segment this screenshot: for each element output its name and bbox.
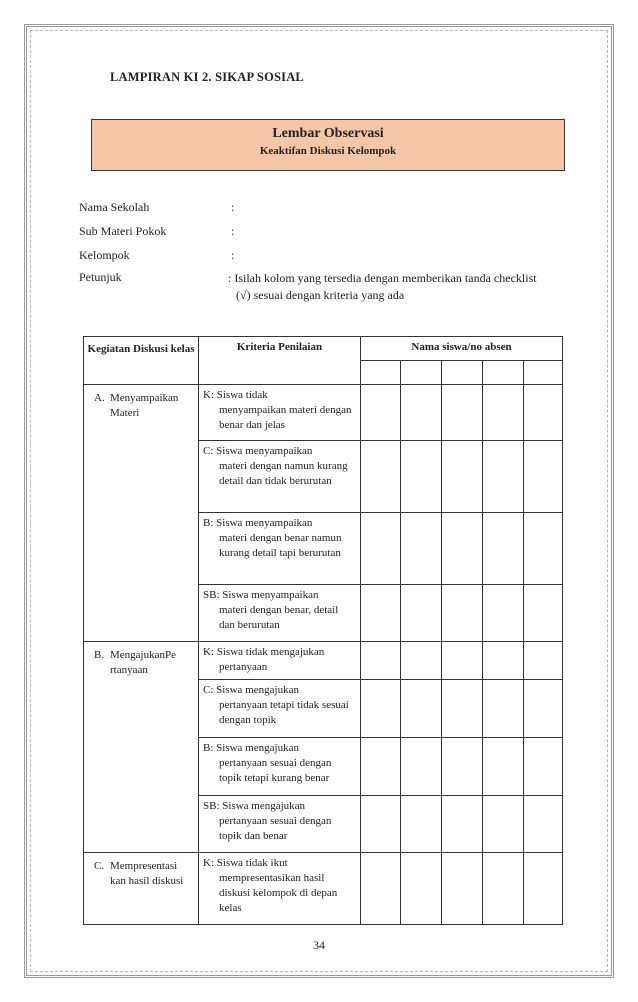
criteria-prefix: K: bbox=[203, 646, 214, 658]
student-cell[interactable] bbox=[401, 361, 442, 385]
field-value-group: : bbox=[231, 248, 235, 262]
score-cell[interactable] bbox=[401, 585, 442, 642]
criteria-first: Siswa tidak mengajukan bbox=[216, 646, 325, 658]
field-label-group: Kelompok bbox=[79, 248, 130, 262]
field-value-school: : bbox=[231, 200, 235, 214]
activity-cell-c bbox=[84, 853, 199, 925]
score-cell[interactable] bbox=[442, 385, 483, 441]
activity-label: Mempresentasi kan hasil diskusi bbox=[110, 860, 184, 887]
criteria-rest: pertanyaan sesuai dengan topik tetapi kurang benar bbox=[219, 757, 332, 784]
criteria-prefix: B: bbox=[203, 742, 214, 754]
score-cell[interactable] bbox=[442, 441, 483, 513]
score-cell[interactable] bbox=[483, 853, 524, 925]
activity-letter: C. bbox=[94, 860, 105, 872]
criteria-first: Siswa menyampaikan bbox=[216, 445, 313, 457]
score-cell[interactable] bbox=[401, 680, 442, 738]
score-cell[interactable] bbox=[361, 585, 401, 642]
score-cell[interactable] bbox=[483, 738, 524, 796]
criteria-first: Siswa menyampaikan bbox=[222, 589, 319, 601]
score-cell[interactable] bbox=[442, 680, 483, 738]
score-cell[interactable] bbox=[361, 796, 401, 853]
score-cell[interactable] bbox=[401, 513, 442, 585]
activity-letter: A. bbox=[94, 392, 105, 404]
score-cell[interactable] bbox=[524, 585, 563, 642]
activity-label: MengajukanPe rtanyaan bbox=[110, 649, 176, 676]
criteria-rest: materi dengan benar, detail dan berurutan bbox=[219, 604, 339, 631]
instructions-line-1: : Isilah kolom yang tersedia dengan memberikan tanda checklist bbox=[228, 271, 537, 285]
score-cell[interactable] bbox=[483, 585, 524, 642]
score-cell[interactable] bbox=[483, 441, 524, 513]
observation-table bbox=[83, 336, 563, 925]
score-cell[interactable] bbox=[483, 513, 524, 585]
score-cell[interactable] bbox=[524, 796, 563, 853]
criteria-cell bbox=[199, 738, 361, 796]
criteria-first: Siswa tidak ikut bbox=[216, 857, 288, 869]
score-cell[interactable] bbox=[442, 738, 483, 796]
instructions-line-2: (√) sesuai dengan kriteria yang ada bbox=[236, 288, 405, 302]
criteria-rest: mempresentasikan hasil diskusi kelompok di depan kelas bbox=[219, 872, 338, 914]
score-cell[interactable] bbox=[401, 642, 442, 680]
criteria-rest: pertanyaan sesuai dengan topik dan benar bbox=[219, 815, 332, 842]
student-cell[interactable] bbox=[483, 361, 524, 385]
criteria-cell bbox=[199, 853, 361, 925]
criteria-prefix: K: bbox=[203, 389, 214, 401]
student-cell[interactable] bbox=[442, 361, 483, 385]
score-cell[interactable] bbox=[401, 441, 442, 513]
score-cell[interactable] bbox=[361, 853, 401, 925]
criteria-first: Siswa mengajukan bbox=[216, 742, 299, 754]
field-label-school: Nama Sekolah bbox=[79, 200, 150, 214]
score-cell[interactable] bbox=[524, 385, 563, 441]
observation-title-box bbox=[91, 119, 565, 171]
score-cell[interactable] bbox=[361, 642, 401, 680]
score-cell[interactable] bbox=[361, 441, 401, 513]
score-cell[interactable] bbox=[524, 853, 563, 925]
activity-cell-b bbox=[84, 642, 199, 853]
score-cell[interactable] bbox=[483, 385, 524, 441]
observation-title: Lembar Observasi bbox=[272, 126, 384, 141]
criteria-rest: pertanyaan tetapi tidak sesuai dengan topik bbox=[219, 699, 349, 726]
field-label-instructions: Petunjuk bbox=[79, 270, 122, 284]
criteria-prefix: C: bbox=[203, 684, 214, 696]
criteria-cell bbox=[199, 585, 361, 642]
field-label-submateri: Sub Materi Pokok bbox=[79, 224, 167, 238]
criteria-first: Siswa menyampaikan bbox=[216, 517, 313, 529]
criteria-prefix: C: bbox=[203, 445, 214, 457]
criteria-cell bbox=[199, 680, 361, 738]
header-criteria: Kriteria Penilaian bbox=[199, 337, 361, 385]
criteria-first: Siswa tidak bbox=[216, 389, 268, 401]
criteria-first: Siswa mengajukan bbox=[222, 800, 306, 812]
score-cell[interactable] bbox=[442, 642, 483, 680]
activity-cell-a bbox=[84, 385, 199, 642]
field-value-submateri: : bbox=[231, 224, 235, 238]
score-cell[interactable] bbox=[401, 738, 442, 796]
criteria-cell bbox=[199, 796, 361, 853]
criteria-cell bbox=[199, 385, 361, 441]
criteria-cell bbox=[199, 441, 361, 513]
criteria-rest: menyampaikan materi dengan benar dan jelas bbox=[219, 404, 352, 431]
score-cell[interactable] bbox=[442, 513, 483, 585]
score-cell[interactable] bbox=[524, 680, 563, 738]
student-cell[interactable] bbox=[524, 361, 563, 385]
page-number: 34 bbox=[313, 938, 325, 952]
header-students: Nama siswa/no absen bbox=[361, 337, 563, 361]
score-cell[interactable] bbox=[361, 738, 401, 796]
score-cell[interactable] bbox=[483, 796, 524, 853]
score-cell[interactable] bbox=[524, 513, 563, 585]
score-cell[interactable] bbox=[483, 680, 524, 738]
score-cell[interactable] bbox=[442, 585, 483, 642]
instructions-text bbox=[228, 270, 564, 304]
criteria-rest: materi dengan namun kurang detail dan tidak berurutan bbox=[219, 460, 348, 487]
score-cell[interactable] bbox=[483, 642, 524, 680]
student-cell[interactable] bbox=[361, 361, 401, 385]
observation-subtitle: Keaktifan Diskusi Kelompok bbox=[259, 145, 397, 157]
criteria-prefix: SB: bbox=[203, 800, 220, 812]
activity-label: Menyampaikan Materi bbox=[110, 392, 179, 419]
score-cell[interactable] bbox=[524, 738, 563, 796]
score-cell[interactable] bbox=[361, 680, 401, 738]
score-cell[interactable] bbox=[361, 385, 401, 441]
score-cell[interactable] bbox=[401, 853, 442, 925]
criteria-prefix: SB: bbox=[203, 589, 220, 601]
score-cell[interactable] bbox=[361, 513, 401, 585]
appendix-heading: LAMPIRAN KI 2. SIKAP SOSIAL bbox=[110, 70, 304, 84]
header-activity: Kegiatan Diskusi kelas bbox=[84, 337, 199, 385]
criteria-rest: materi dengan benar namun kurang detail tapi berurutan bbox=[219, 532, 342, 559]
score-cell[interactable] bbox=[401, 796, 442, 853]
score-cell[interactable] bbox=[442, 796, 483, 853]
activity-letter: B. bbox=[94, 649, 105, 661]
score-cell[interactable] bbox=[524, 642, 563, 680]
criteria-cell bbox=[199, 513, 361, 585]
score-cell[interactable] bbox=[524, 441, 563, 513]
criteria-prefix: B: bbox=[203, 517, 214, 529]
criteria-first: Siswa mengajukan bbox=[216, 684, 299, 696]
criteria-rest: pertanyaan bbox=[219, 661, 268, 673]
criteria-prefix: K: bbox=[203, 857, 214, 869]
score-cell[interactable] bbox=[401, 385, 442, 441]
score-cell[interactable] bbox=[442, 853, 483, 925]
criteria-cell bbox=[199, 642, 361, 680]
